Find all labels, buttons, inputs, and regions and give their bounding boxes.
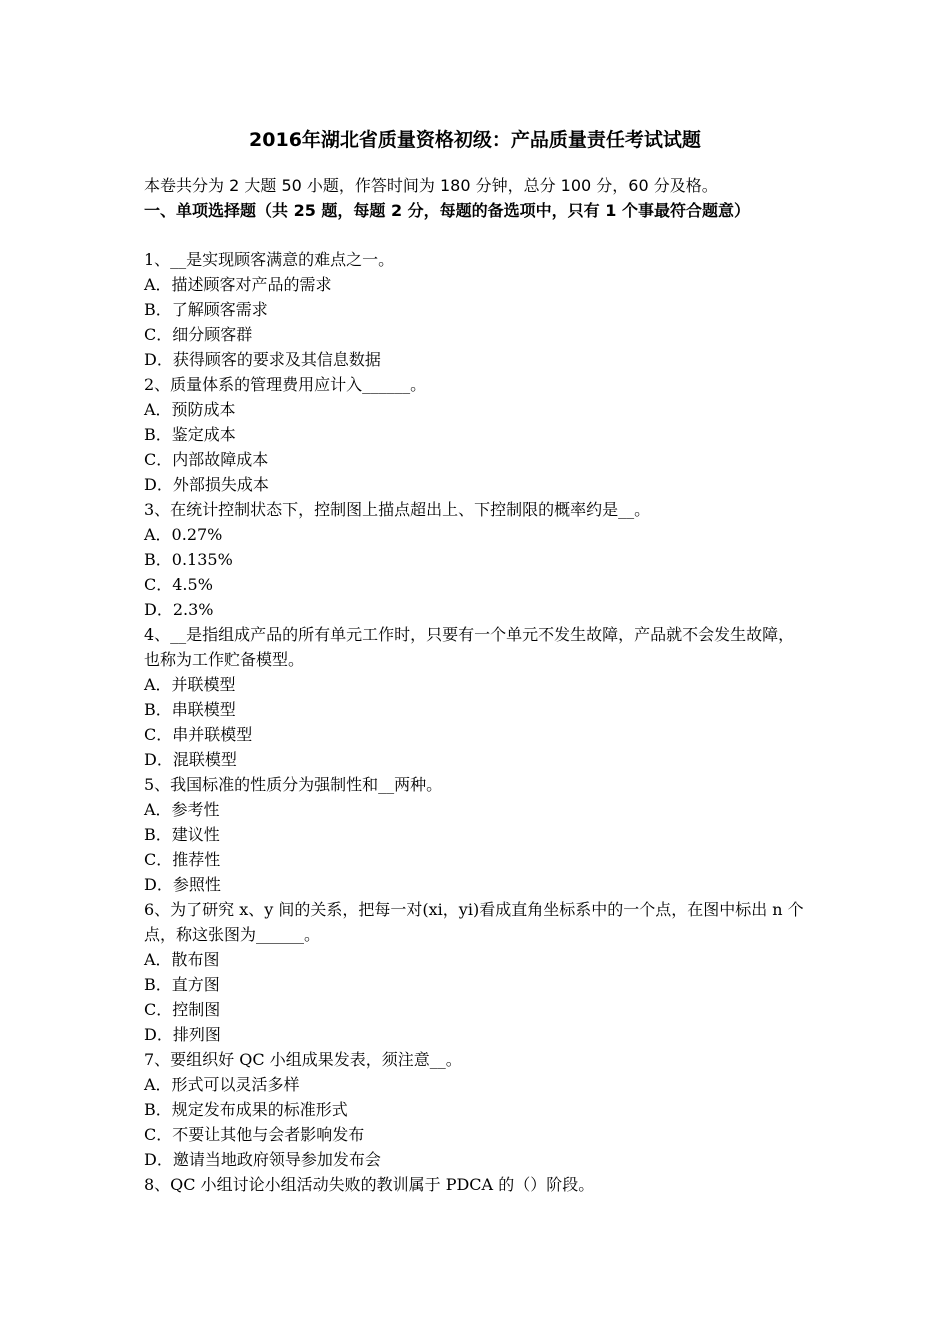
question-6-option-a: A．散布图: [144, 950, 220, 969]
question-1-option-c: C．细分顾客群: [144, 325, 253, 344]
exam-intro: 本卷共分为 2 大题 50 小题，作答时间为 180 分钟，总分 100 分，60 分及格。: [144, 176, 718, 195]
question-2-option-d: D．外部损失成本: [144, 475, 269, 494]
question-5-option-d: D．参照性: [144, 875, 221, 894]
question-1-option-d: D．获得顾客的要求及其信息数据: [144, 350, 381, 369]
question-1-stem: 1、__是实现顾客满意的难点之一。: [144, 250, 395, 269]
question-6-stem: 6、为了研究 x、y 间的关系，把每一对(xi，yi)看成直角坐标系中的一个点，在图中标出 n 个点，称这张图为______。: [144, 900, 804, 944]
question-4-option-b: B．串联模型: [144, 700, 236, 719]
question-4-stem: 4、__是指组成产品的所有单元工作时，只要有一个单元不发生故障，产品就不会发生故障，也称为工作贮备模型。: [144, 625, 795, 669]
question-7-stem: 7、要组织好 QC 小组成果发表，须注意__。: [144, 1050, 462, 1069]
question-1-option-a: A．描述顾客对产品的需求: [144, 275, 332, 294]
question-5-stem: 5、我国标准的性质分为强制性和__两种。: [144, 775, 443, 794]
question-3-stem: 3、在统计控制状态下，控制图上描点超出上、下控制限的概率约是__。: [144, 500, 651, 519]
question-6-option-d: D．排列图: [144, 1025, 221, 1044]
question-6-option-b: B．直方图: [144, 975, 220, 994]
question-7-option-c: C．不要让其他与会者影响发布: [144, 1125, 365, 1144]
question-8-stem: 8、QC 小组讨论小组活动失败的教训属于 PDCA 的（）阶段。: [144, 1175, 595, 1194]
question-7-option-b: B．规定发布成果的标准形式: [144, 1100, 348, 1119]
page-title: 2016年湖北省质量资格初级：产品质量责任考试试题: [249, 129, 701, 151]
question-3-option-a: A．0.27%: [144, 525, 223, 544]
question-7-option-a: A．形式可以灵活多样: [144, 1075, 300, 1094]
question-4-option-a: A．并联模型: [144, 675, 236, 694]
question-2-stem: 2、质量体系的管理费用应计入______。: [144, 375, 427, 394]
question-4-option-c: C．串并联模型: [144, 725, 253, 744]
section-heading: 一、单项选择题（共 25 题，每题 2 分，每题的备选项中，只有 1 个事最符合题意）: [144, 201, 750, 220]
question-2-option-a: A．预防成本: [144, 400, 236, 419]
question-2-option-c: C．内部故障成本: [144, 450, 269, 469]
question-7-option-d: D．邀请当地政府领导参加发布会: [144, 1150, 381, 1169]
question-6-option-c: C．控制图: [144, 1000, 221, 1019]
question-3-option-c: C．4.5%: [144, 575, 213, 594]
question-4-option-d: D．混联模型: [144, 750, 237, 769]
question-5-option-b: B．建议性: [144, 825, 220, 844]
question-1-option-b: B．了解顾客需求: [144, 300, 268, 319]
question-3-option-d: D．2.3%: [144, 600, 214, 619]
question-5-option-c: C．推荐性: [144, 850, 221, 869]
question-3-option-b: B．0.135%: [144, 550, 233, 569]
question-list: [144, 247, 809, 1197]
question-2-option-b: B．鉴定成本: [144, 425, 236, 444]
question-5-option-a: A．参考性: [144, 800, 220, 819]
